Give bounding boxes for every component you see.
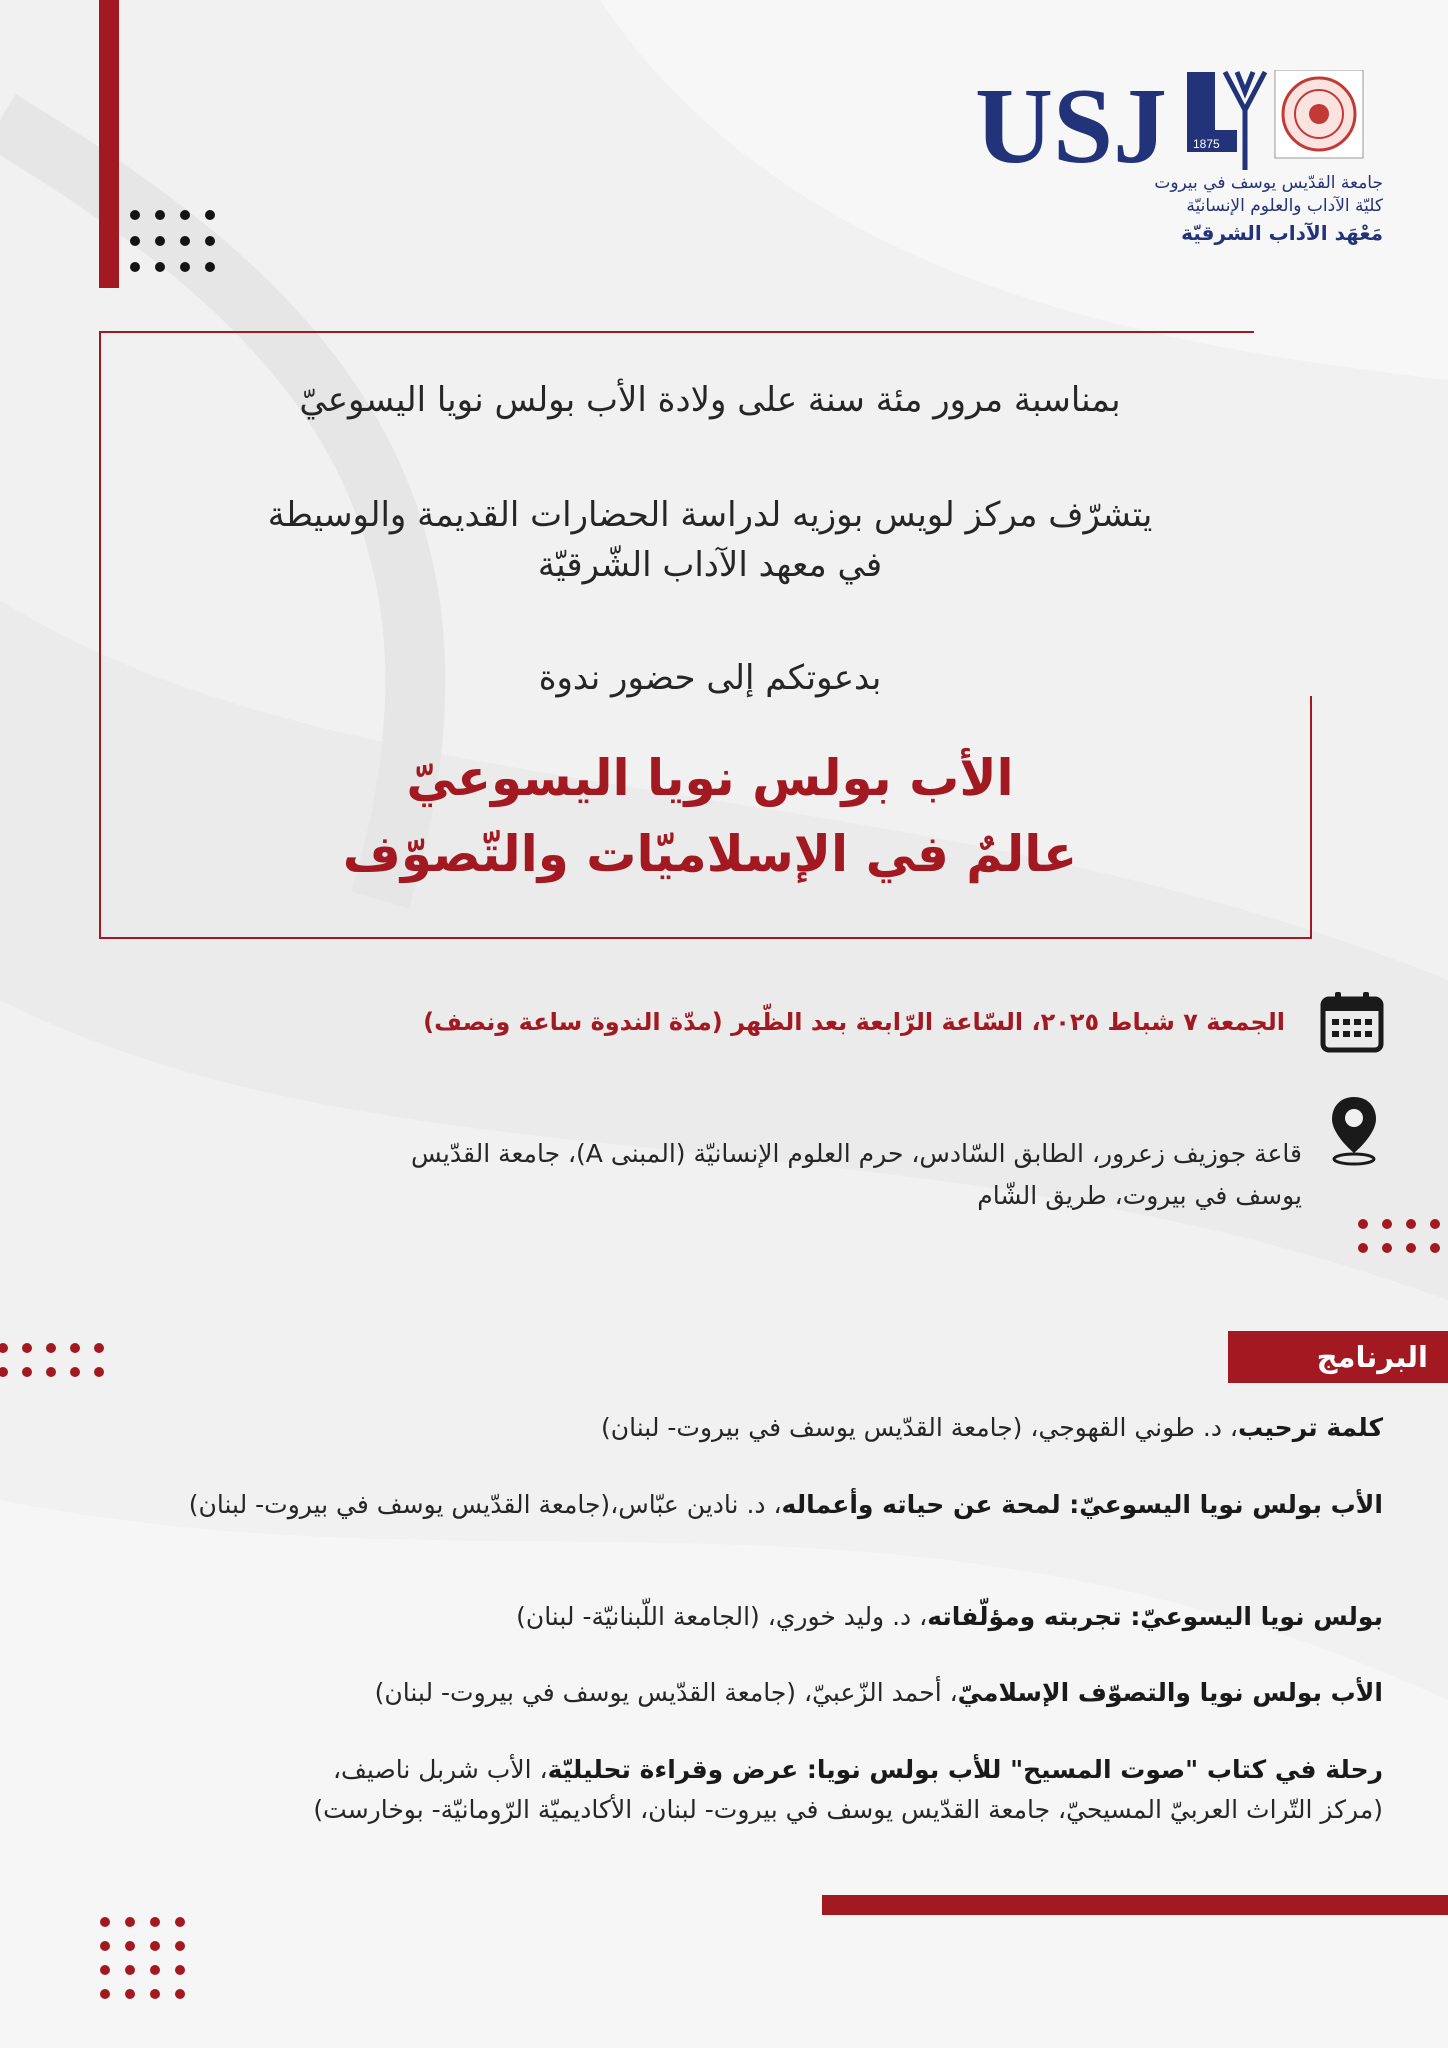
venue-line-1: قاعة جوزيف زعرور، الطابق السّادس، حرم العلوم الإنسانيّة (المبنى A)، جامعة القدّيس xyxy=(410,1139,1302,1168)
program-item-4-details: ، أحمد الزّعبيّ، (جامعة القدّيس يوسف في بيروت- لبنان) xyxy=(374,1678,958,1707)
usj-logo-year: 1875 xyxy=(1193,137,1220,151)
seminar-title xyxy=(130,740,1290,892)
university-line: جامعة القدّيس يوسف في بيروت xyxy=(1154,173,1383,193)
host-block xyxy=(130,490,1290,590)
frame-right-line xyxy=(1310,696,1312,939)
usj-logo-text: USJ xyxy=(975,70,1168,170)
host-line-1: يتشرّف مركز لويس بوزيه لدراسة الحضارات القديمة والوسيطة xyxy=(267,495,1153,535)
venue-line-2: يوسف في بيروت، طريق الشّام xyxy=(977,1181,1302,1210)
top-left-accent-bar xyxy=(99,0,119,288)
event-venue xyxy=(312,1133,1302,1217)
program-item-5-affiliation: (مركز التّراث العربيّ المسيحيّ، جامعة القدّيس يوسف في بيروت- لبنان، الأكاديميّة الرّومانيّة- بوخارست) xyxy=(313,1795,1383,1824)
university-name-block xyxy=(963,172,1383,248)
invite-line: بدعوتكم إلى حضور ندوة xyxy=(538,658,882,698)
calendar-icon xyxy=(1320,991,1384,1053)
seminar-title-line-2: عالمٌ في الإسلاميّات والتّصوّف xyxy=(342,825,1078,883)
frame-left-line xyxy=(99,331,101,939)
program-item-5-details: ، الأب شربل ناصيف، xyxy=(332,1755,548,1784)
dot-grid-top-left xyxy=(130,210,215,272)
program-item-2-details: ، د. نادين عبّاس،(جامعة القدّيس يوسف في بيروت- لبنان) xyxy=(188,1490,782,1519)
program-item-1 xyxy=(83,1408,1383,1448)
program-item-3-title: بولس نويا اليسوعيّ: تجربته ومؤلّفاته xyxy=(927,1602,1383,1631)
program-item-2-title: الأب بولس نويا اليسوعيّ: لمحة عن حياته وأعماله xyxy=(781,1490,1383,1519)
dot-grid-bottom-left xyxy=(100,1917,185,1999)
dot-grid-left-middle xyxy=(0,1343,104,1377)
usj-logo xyxy=(975,70,1385,170)
faculty-line: كليّة الآداب والعلوم الإنسانيّة xyxy=(1186,196,1383,216)
program-item-1-details: ، د. طوني القهوجي، (جامعة القدّيس يوسف في بيروت- لبنان) xyxy=(601,1413,1238,1442)
dot-grid-right-middle xyxy=(1358,1219,1448,1253)
program-item-4 xyxy=(83,1673,1383,1713)
program-item-5 xyxy=(83,1750,1383,1830)
location-pin-icon xyxy=(1330,1095,1378,1167)
program-item-1-title: كلمة ترحيب xyxy=(1238,1413,1383,1442)
occasion-line: بمناسبة مرور مئة سنة على ولادة الأب بولس نويا اليسوعيّ xyxy=(299,380,1121,420)
program-item-2 xyxy=(173,1485,1383,1525)
program-item-3-details: ، د. وليد خوري، (الجامعة اللّبنانيّة- لبنان) xyxy=(516,1602,928,1631)
bottom-accent-bar xyxy=(822,1895,1448,1915)
program-item-5-title: رحلة في كتاب "صوت المسيح" للأب بولس نويا: عرض وقراءة تحليليّة xyxy=(547,1755,1383,1784)
frame-bottom-line xyxy=(99,937,1312,939)
program-item-4-title: الأب بولس نويا والتصوّف الإسلاميّ xyxy=(957,1678,1383,1707)
institute-line: مَعْهَد الآداب الشرقيّة xyxy=(1181,221,1383,245)
frame-top-line xyxy=(99,331,1254,333)
seminar-title-line-1: الأب بولس نويا اليسوعيّ xyxy=(406,749,1014,807)
program-heading: البرنامج xyxy=(1316,1340,1428,1374)
event-date: الجمعة ٧ شباط ٢٠٢٥، السّاعة الرّابعة بعد الظّهر (مدّة الندوة ساعة ونصف) xyxy=(423,1008,1285,1036)
host-line-2: في معهد الآداب الشّرقيّة xyxy=(537,545,883,585)
program-item-3 xyxy=(83,1597,1383,1637)
